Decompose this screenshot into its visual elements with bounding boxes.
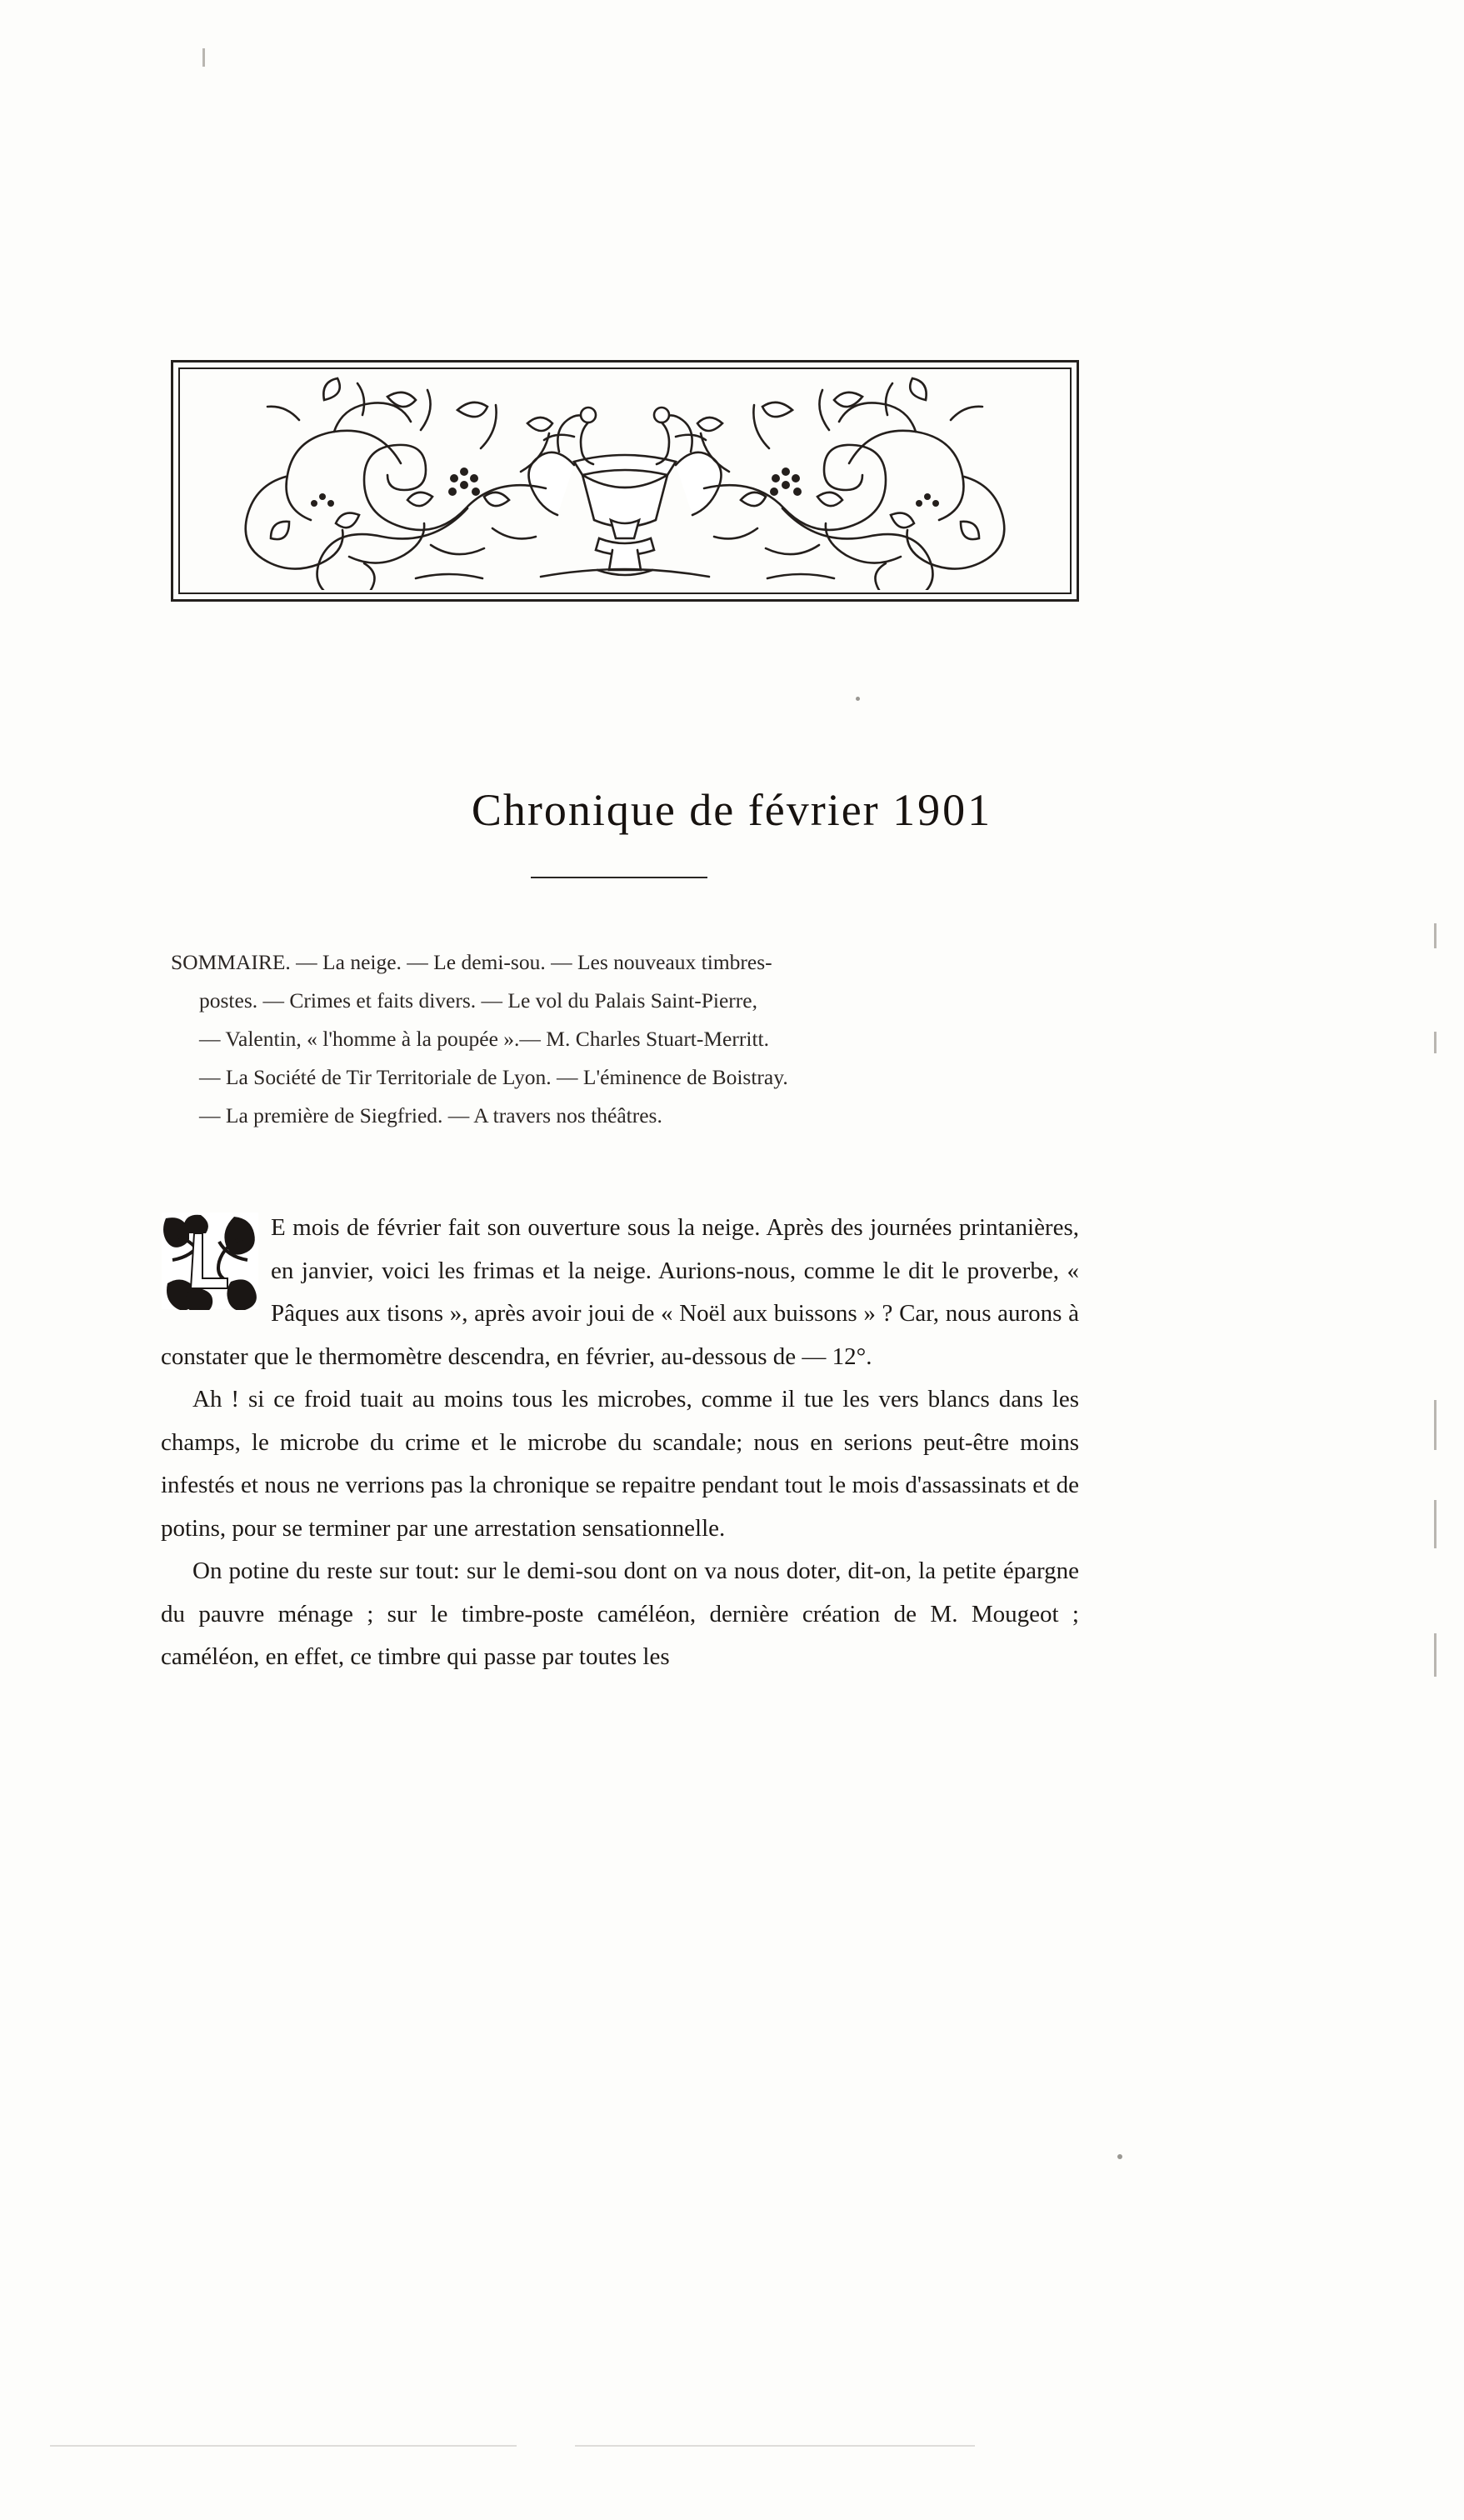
summary-line: — La Société de Tir Territoriale de Lyon. — L'éminence de Boistray.	[199, 1065, 788, 1089]
page-title-year: 1901	[892, 785, 993, 836]
summary-line: postes. — Crimes et faits divers. — Le vol du Palais Saint-Pierre,	[199, 988, 757, 1012]
headpiece-ornament	[171, 360, 1079, 602]
title-divider	[531, 877, 707, 878]
summary-block	[171, 943, 1079, 1135]
summary-line: — La première de Siegfried. — A travers nos théâtres.	[199, 1103, 662, 1128]
summary-line: SOMMAIRE. — La neige. — Le demi-sou. — Les nouveaux timbres-	[171, 950, 772, 974]
article-body	[161, 1207, 1079, 1679]
paragraph: On potine du reste sur tout: sur le demi-sou dont on va nous doter, dit-on, la petite épargne du pauvre ménage ; sur le timbre-poste caméléon, dernière création de M. Mougeot ; caméléon, en effet, ce timbre qui passe par toutes les	[161, 1558, 1079, 1670]
page-title-text: Chronique de février	[471, 785, 893, 836]
foliate-scrollwork-icon	[182, 372, 1067, 590]
paragraph: E mois de février fait son ouverture sous la neige. Après des journées printanières, en janvier, voici les frimas et la neige. Aurions-nous, comme le dit le proverbe, « Pâques aux tisons », après avoir joui de « Noël aux buissons » ? Car, nous aurons à constater que le thermomètre descendra, en février, au-dessous de — 12°.	[161, 1214, 1079, 1370]
drop-cap-initial-icon	[161, 1212, 259, 1310]
page-title	[0, 784, 1464, 836]
paragraph: Ah ! si ce froid tuait au moins tous les microbes, comme il tue les vers blancs dans les champs, le microbe du crime et le microbe du scandale; nous en serions peut-être moins infestés et nous ne verrions pas la chronique se repaitre pendant tout le mois d'assassinats et de potins, pour se terminer par une arrestation sensationnelle.	[161, 1386, 1079, 1542]
summary-line: — Valentin, « l'homme à la poupée ».— M. Charles Stuart-Merritt.	[199, 1027, 769, 1051]
